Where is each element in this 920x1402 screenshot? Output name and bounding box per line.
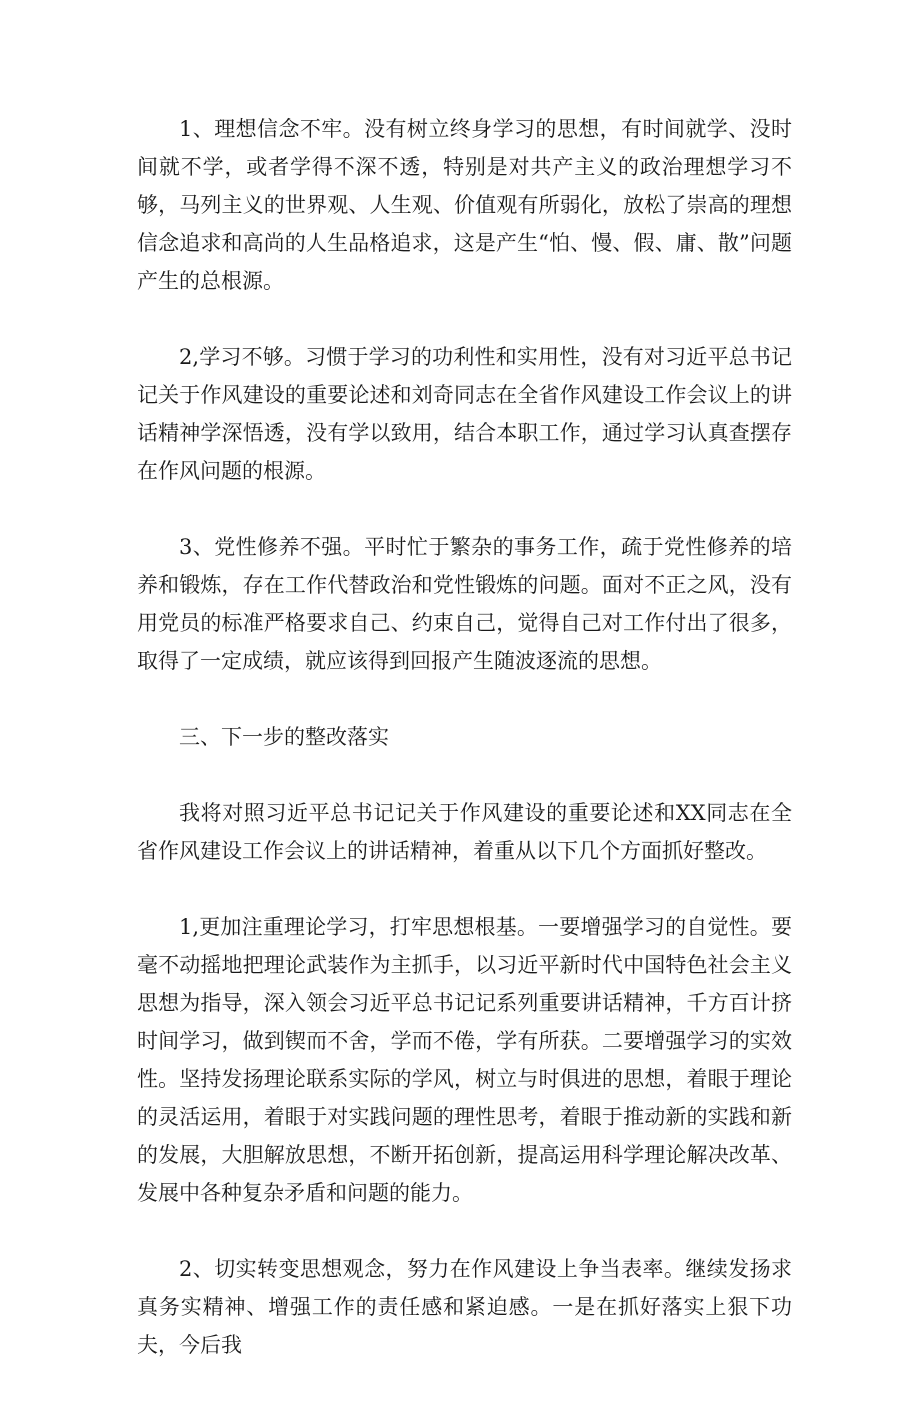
paragraph-study-insufficient: 2,学习不够。习惯于学习的功利性和实用性，没有对习近平总书记记关于作风建设的重要论述和刘奇同志在全省作风建设工作会议上的讲话精神学深悟透，没有学以致用，结合本职工作，通过学习认真查摆存在作风问题的根源。 [137, 345, 792, 483]
paragraph-rectification-intro: 我将对照习近平总书记记关于作风建设的重要论述和XX同志在全省作风建设工作会议上的讲话精神，着重从以下几个方面抓好整改。 [137, 801, 792, 863]
document-body [137, 110, 792, 1402]
paragraph-theory-study: 1,更加注重理论学习，打牢思想根基。一要增强学习的自觉性。要毫不动摇地把理论武装作为主抓手，以习近平新时代中国特色社会主义思想为指导，深入领会习近平总书记记系列重要讲话精神，千方百计挤时间学习，做到锲而不舍，学而不倦，学有所获。二要增强学习的实效性。坚持发扬理论联系实际的学风，树立与时俱进的思想，着眼于理论的灵活运用，着眼于对实践问题的理性思考，着眼于推动新的实践和新的发展，大胆解放思想，不断开拓创新，提高运用科学理论解决改革、发展中各种复杂矛盾和问题的能力。 [137, 915, 792, 1205]
paragraph-party-cultivation: 3、党性修养不强。平时忙于繁杂的事务工作，疏于党性修养的培养和锻炼，存在工作代替政治和党性锻炼的问题。面对不正之风，没有用党员的标准严格要求自己、约束自己，觉得自己对工作付出了很多，取得了一定成绩，就应该得到回报产生随波逐流的思想。 [137, 535, 792, 673]
paragraph-ideal-belief: 1、理想信念不牢。没有树立终身学习的思想，有时间就学、没时间就不学，或者学得不深不透，特别是对共产主义的政治理想学习不够，马列主义的世界观、人生观、价值观有所弱化，放松了崇高的理想信念追求和高尚的人生品格追求，这是产生“怕、慢、假、庸、散”问题产生的总根源。 [137, 117, 792, 293]
section-heading-rectification: 三、下一步的整改落实 [179, 725, 389, 749]
paragraph-change-mindset: 2、切实转变思想观念，努力在作风建设上争当表率。继续发扬求真务实精神、增强工作的责任感和紧迫感。一是在抓好落实上狠下功夫，今后我 [137, 1257, 792, 1357]
